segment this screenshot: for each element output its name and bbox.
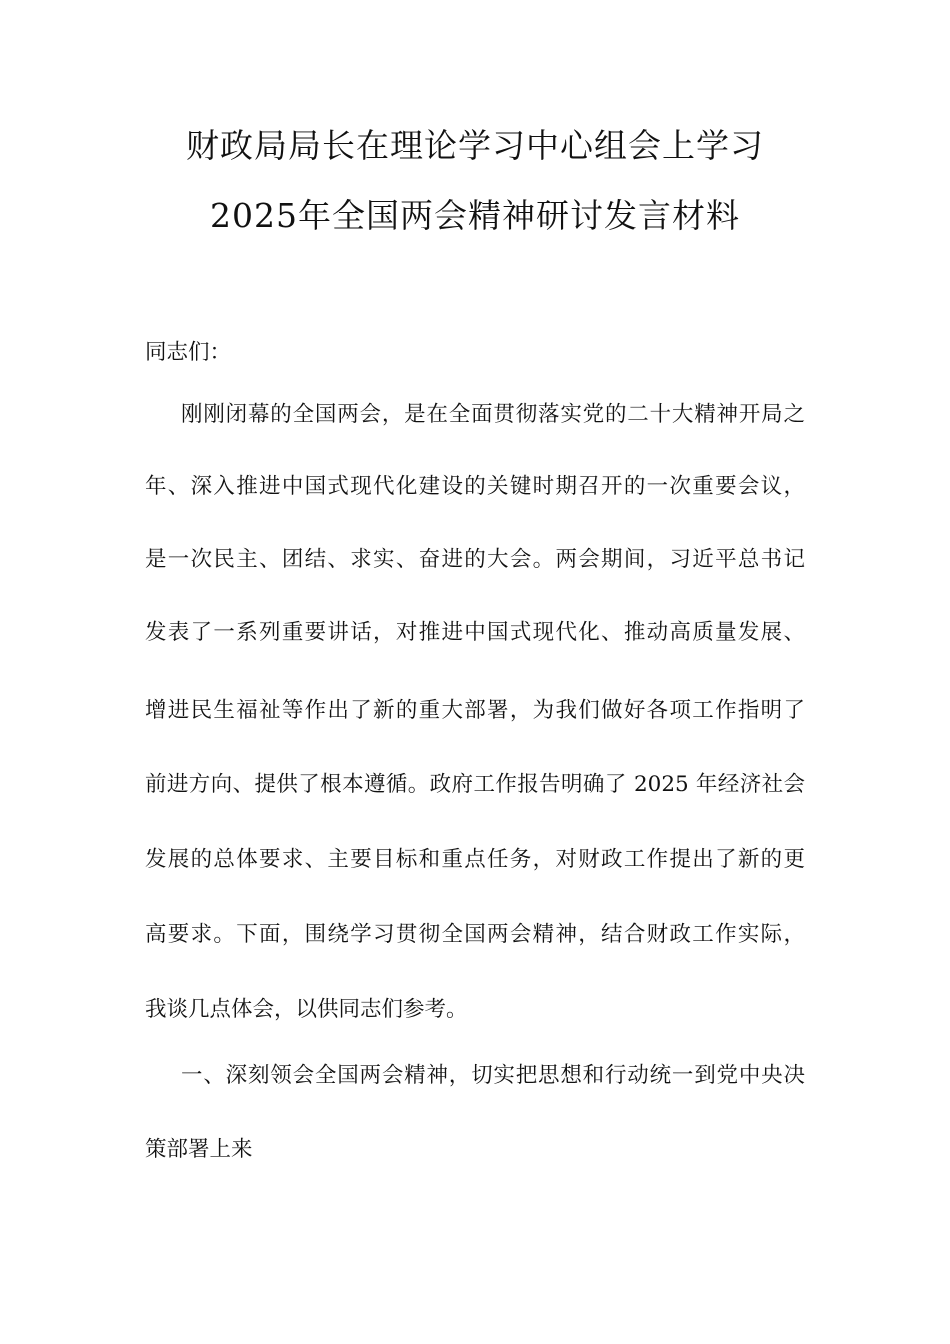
paragraph-1-line-8: 高要求。下面，围绕学习贯彻全国两会精神，结合财政工作实际，: [145, 922, 805, 947]
document-title-line-2: 2025年全国两会精神研讨发言材料: [210, 196, 740, 235]
paragraph-1-line-3: 是一次民主、团结、求实、奋进的大会。两会期间，习近平总书记: [145, 547, 805, 572]
paragraph-1-line-6: 前进方向、提供了根本遵循。政府工作报告明确了 2025 年经济社会: [145, 772, 805, 797]
paragraph-1-line-9: 我谈几点体会，以供同志们参考。: [145, 997, 468, 1022]
paragraph-1-line-4: 发表了一系列重要讲话，对推进中国式现代化、推动高质量发展、: [145, 620, 805, 645]
section-1-heading-line-1: 一、深刻领会全国两会精神，切实把思想和行动统一到党中央决: [181, 1063, 805, 1088]
paragraph-1-line-2: 年、深入推进中国式现代化建设的关键时期召开的一次重要会议，: [145, 474, 805, 499]
document-title-line-1: 财政局局长在理论学习中心组会上学习: [186, 126, 764, 165]
paragraph-1-line-1: 刚刚闭幕的全国两会，是在全面贯彻落实党的二十大精神开局之: [181, 402, 805, 427]
salutation: 同志们：: [145, 340, 232, 365]
paragraph-1-line-7: 发展的总体要求、主要目标和重点任务，对财政工作提出了新的更: [145, 847, 805, 872]
paragraph-1-line-5: 增进民生福祉等作出了新的重大部署，为我们做好各项工作指明了: [145, 698, 805, 723]
section-1-heading-line-2: 策部署上来: [145, 1137, 253, 1162]
